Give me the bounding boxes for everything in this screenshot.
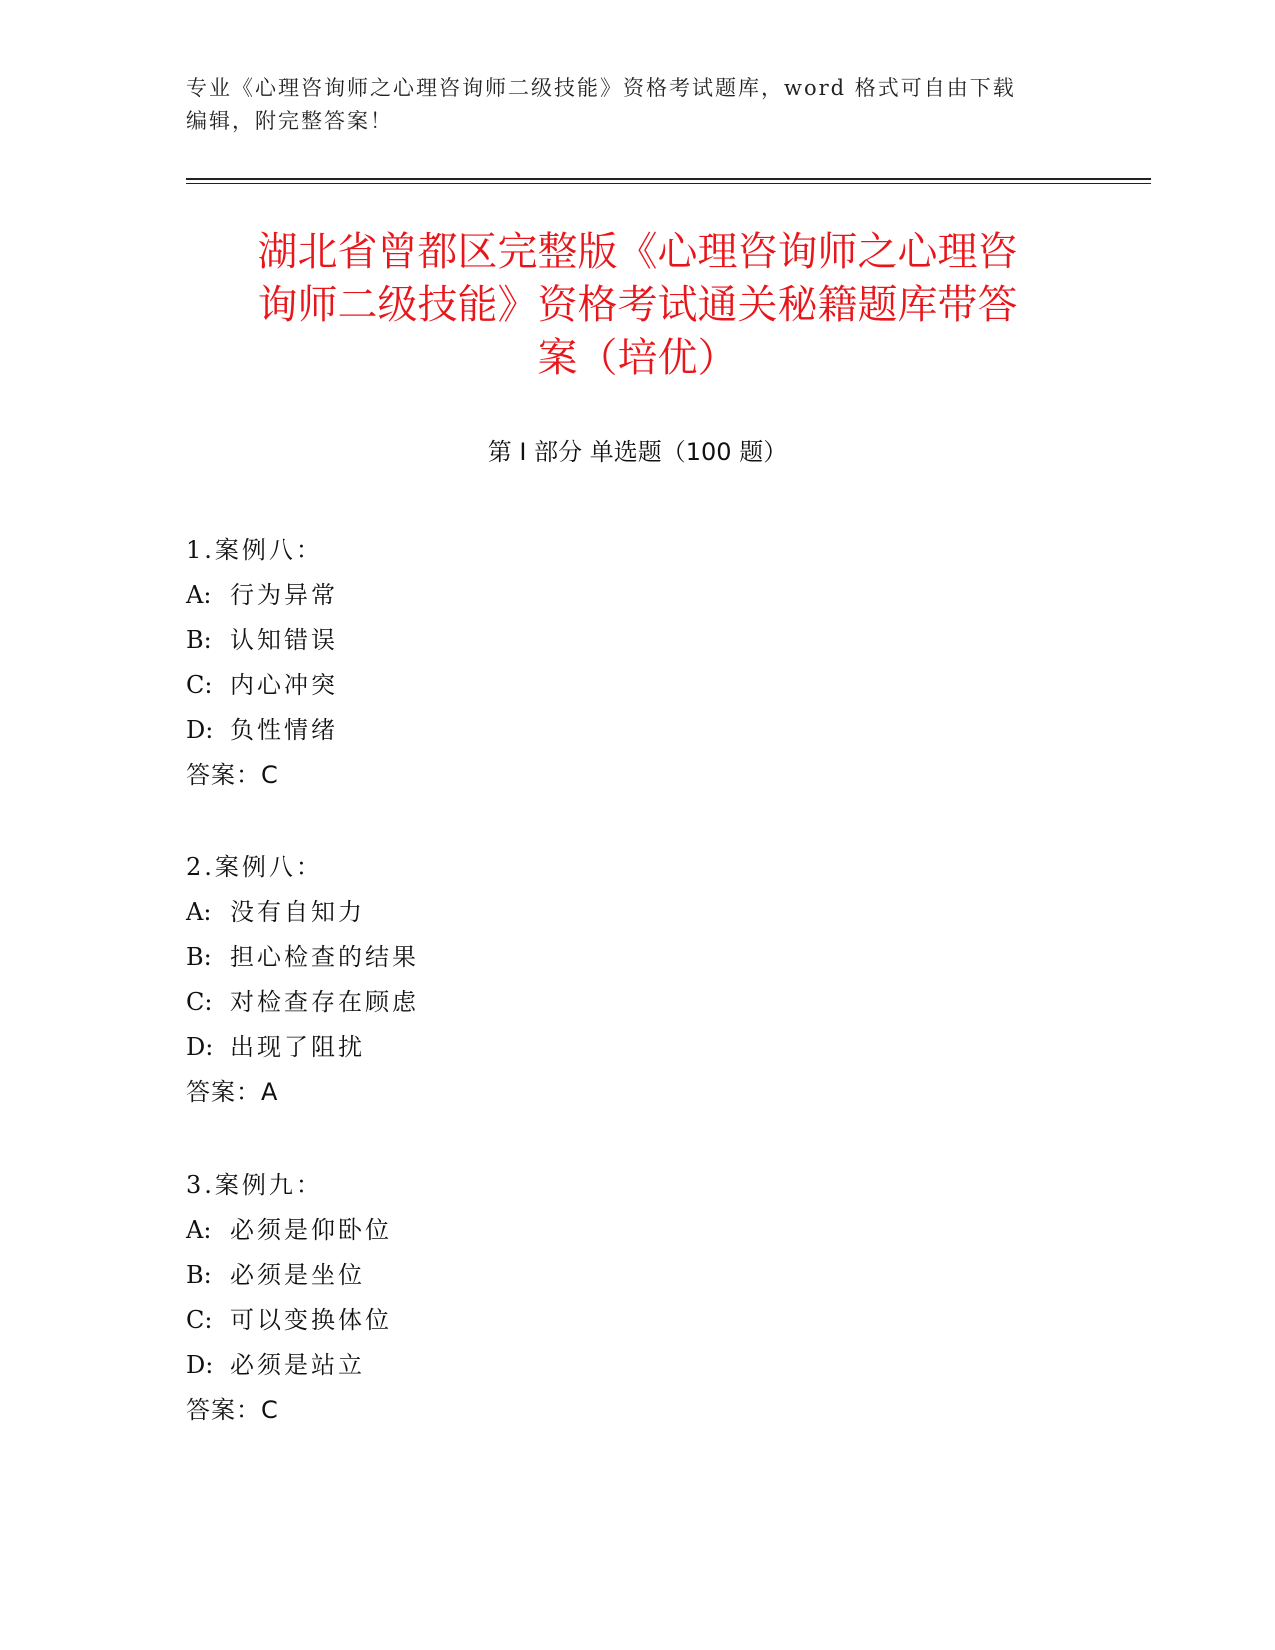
option-key: B: [186, 1261, 212, 1289]
question-stem: 1.案例八： [186, 536, 323, 564]
option-text: 担心检查的结果 [230, 943, 419, 971]
option-c [186, 663, 1086, 708]
question-block [186, 845, 1086, 1115]
option-d [186, 708, 1086, 753]
header-divider [186, 178, 1151, 180]
question-block [186, 528, 1086, 798]
option-text: 行为异常 [230, 581, 338, 609]
header-divider-thin [186, 183, 1151, 184]
option-c [186, 980, 1086, 1025]
option-key: C: [186, 988, 213, 1016]
question-stem: 2.案例八： [186, 853, 323, 881]
option-a [186, 573, 1086, 618]
option-b [186, 618, 1086, 663]
option-key: B: [186, 626, 212, 654]
option-text: 负性情绪 [230, 716, 338, 744]
option-key: D: [186, 1351, 214, 1379]
option-b [186, 935, 1086, 980]
option-key: A: [186, 581, 212, 609]
header-note-line-2: 编辑，附完整答案！ [186, 109, 393, 133]
option-text: 内心冲突 [230, 671, 338, 699]
option-key: D: [186, 1033, 214, 1061]
answer-line: 答案：C [186, 761, 279, 789]
option-text: 必须是坐位 [230, 1261, 365, 1289]
option-a [186, 1208, 1086, 1253]
document-title-line-1: 湖北省曾都区完整版《心理咨询师之心理咨 [257, 229, 1018, 275]
option-d [186, 1343, 1086, 1388]
option-key: C: [186, 1306, 213, 1334]
option-key: D: [186, 716, 214, 744]
document-title [190, 226, 1085, 385]
option-text: 必须是仰卧位 [230, 1216, 392, 1244]
header-note [186, 72, 1086, 138]
document-title-line-3: 案（培优） [537, 335, 738, 381]
header-note-line-1: 专业《心理咨询师之心理咨询师二级技能》资格考试题库，word 格式可自由下载 [186, 76, 1016, 100]
option-key: B: [186, 943, 212, 971]
option-key: A: [186, 1216, 212, 1244]
question-stem: 3.案例九： [186, 1171, 323, 1199]
option-text: 可以变换体位 [230, 1306, 392, 1334]
option-text: 没有自知力 [230, 898, 365, 926]
option-key: A: [186, 898, 212, 926]
section-heading: 第 I 部分 单选题（100 题） [487, 438, 788, 466]
question-block [186, 1163, 1086, 1433]
option-b [186, 1253, 1086, 1298]
answer-line: 答案：A [186, 1078, 279, 1106]
option-text: 认知错误 [230, 626, 338, 654]
option-c [186, 1298, 1086, 1343]
document-title-line-2: 询师二级技能》资格考试通关秘籍题库带答 [257, 282, 1018, 328]
option-a [186, 890, 1086, 935]
option-text: 出现了阻扰 [230, 1033, 365, 1061]
option-text: 必须是站立 [230, 1351, 365, 1379]
option-key: C: [186, 671, 213, 699]
answer-line: 答案：C [186, 1396, 279, 1424]
option-d [186, 1025, 1086, 1070]
option-text: 对检查存在顾虑 [230, 988, 419, 1016]
